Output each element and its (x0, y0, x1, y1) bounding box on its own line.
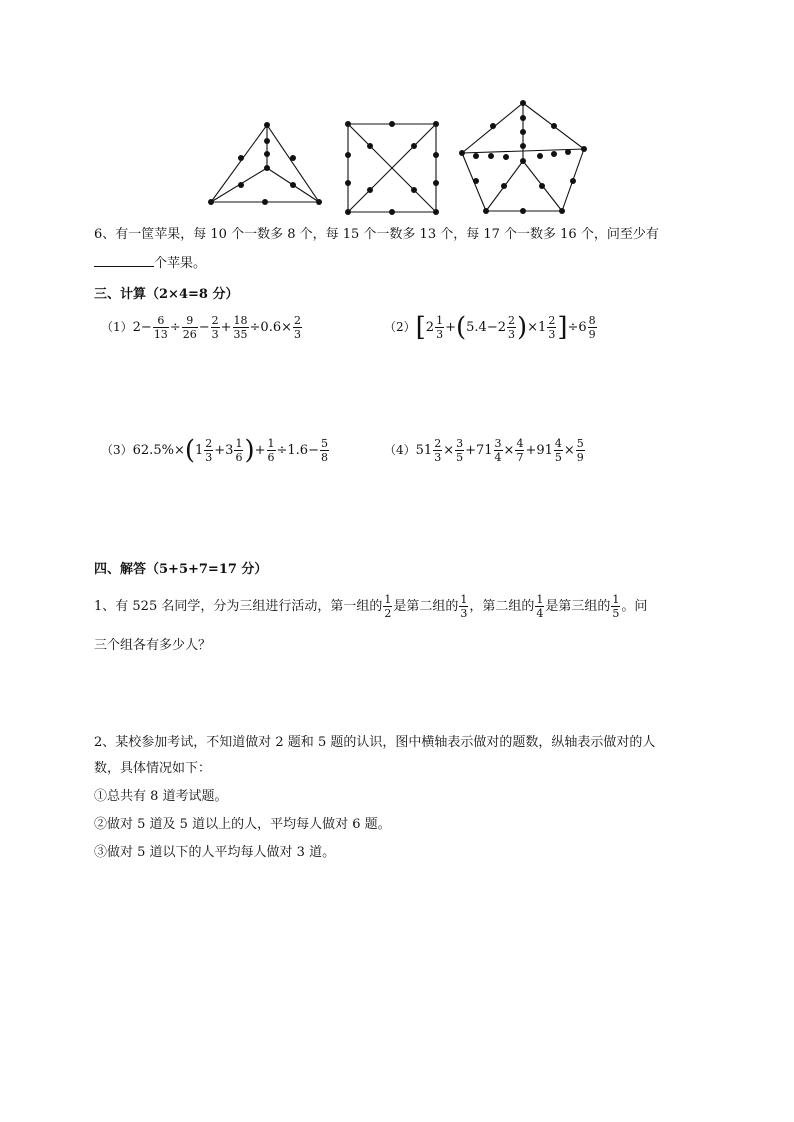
problem-2-label: （2） (384, 320, 416, 334)
problem-2: （2）[2 $\frac{1}{3}$ +(5.4−2 $\frac{2}{3}$ )×1 $\frac{2}{3}$ ]÷6 $\frac{8}{9}$ (384, 312, 596, 343)
s4-q1-text-e: 。问 (621, 599, 648, 614)
s4-q1-line2: 三个组各有多少人？ (94, 638, 212, 653)
square-figure (342, 118, 442, 218)
q6-line2-suffix: 个苹果。 (154, 256, 207, 271)
problem-4: （4）51 $\frac{2}{3}$ × $\frac{3}{5}$ +71 $\frac{3}{4}$ × $\frac{4}{7}$ +91 $\frac{4}{5}$ × $\frac{5}{9}$ (384, 437, 584, 464)
pentagon-figure (456, 96, 590, 218)
answer-blank[interactable] (94, 254, 154, 267)
s4-q1-text-c: ，第二组的 (469, 599, 535, 614)
problem-1: （1）2− $\frac{6}{13}$ ÷ $\frac{9}{26}$ − $\frac{2}{3}$ + $\frac{18}{35}$ ÷0.6× $\frac{2}{3}$ (101, 314, 301, 341)
q6-line2 (94, 254, 206, 273)
q6-line1: 6、有一筐苹果，每 10 个一数多 8 个，每 15 个一数多 13 个，每 17 个一数多 16 个，问至少有 (94, 227, 659, 242)
problem-3-label: （3） (101, 443, 133, 457)
s4-q1-text-a: 1、有 525 名同学，分为三组进行活动，第一组的 (94, 599, 383, 614)
section4-title: 四、解答（5+5+7=17 分） (94, 562, 268, 577)
problem-4-label: （4） (384, 443, 416, 457)
s4-q1-line1: 1、有 525 名同学，分为三组进行活动，第一组的 $\frac{1}{2}$ 是第二组的 $\frac{1}{3}$ ，第二组的 $\frac{1}{4}$ 是第三组的 $\frac{1}{5}$ 。问 (94, 593, 648, 620)
s4-q2-item3: ③做对 5 道以下的人平均每人做对 3 道。 (94, 845, 336, 860)
s4-q2-line2: 数，具体情况如下： (94, 761, 212, 776)
section3-title: 三、计算（2×4=8 分） (94, 287, 239, 302)
s4-q2-item2: ②做对 5 道及 5 道以上的人，平均每人做对 6 题。 (94, 817, 391, 832)
problem-1-label: （1） (101, 320, 133, 334)
triangle-figure (205, 118, 325, 210)
problem-3: （3）62.5%×(1 $\frac{2}{3}$ +3 $\frac{1}{6}$ )+ $\frac{1}{6}$ ÷1.6− $\frac{5}{8}$ (101, 435, 328, 466)
s4-q1-text-d: 是第三组的 (545, 599, 611, 614)
s4-q2-line1: 2、某校参加考试，不知道做对 2 题和 5 题的认识，图中横轴表示做对的题数，纵轴表示做对的人 (94, 735, 656, 750)
s4-q2-item1: ①总共有 8 道考试题。 (94, 789, 228, 804)
s4-q1-text-b: 是第二组的 (393, 599, 459, 614)
